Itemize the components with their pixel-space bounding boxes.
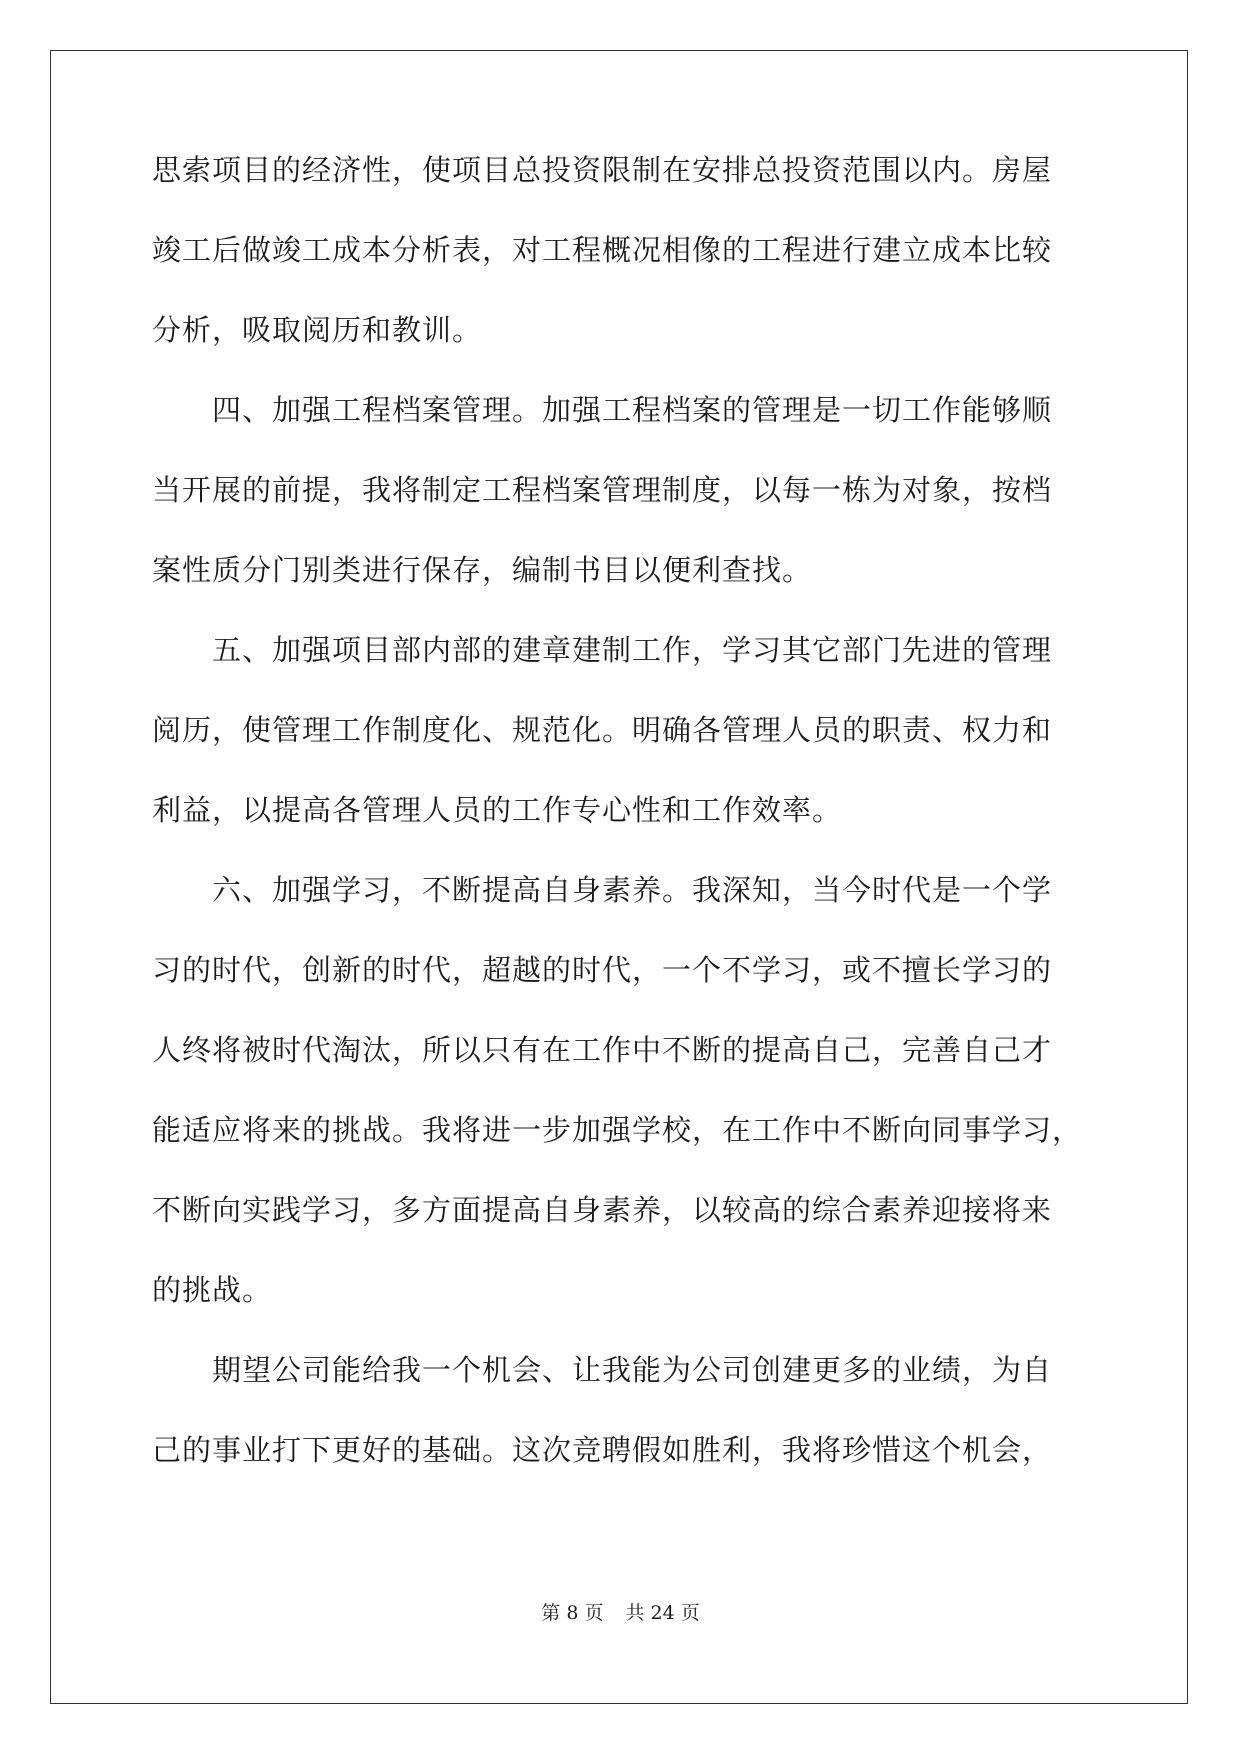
text-line: 人终将被时代淘汰，所以只有在工作中不断的提高自己，完善自己才 [152,1033,1053,1067]
text-line: 阅历，使管理工作制度化、规范化。明确各管理人员的职责、权力和 [152,713,1053,747]
text-line: 六、加强学习，不断提高自身素养。我深知，当今时代是一个学 [152,873,1053,907]
text-line: 案性质分门别类进行保存，编制书目以便利查找。 [152,553,813,587]
text-line: 习的时代，创新的时代，超越的时代，一个不学习，或不擅长学习的 [152,953,1053,987]
text-line: 竣工后做竣工成本分析表，对工程概况相像的工程进行建立成本比较 [152,233,1053,267]
text-line: 五、加强项目部内部的建章建制工作，学习其它部门先进的管理 [152,633,1053,667]
text-line: 期望公司能给我一个机会、让我能为公司创建更多的业绩，为自 [152,1353,1053,1387]
text-line: 的挑战。 [152,1273,273,1307]
text-line: 思索项目的经济性，使项目总投资限制在安排总投资范围以内。房屋 [152,153,1053,187]
text-line: 四、加强工程档案管理。加强工程档案的管理是一切工作能够顺 [152,393,1053,427]
page-footer [0,1601,1241,1625]
text-line: 能适应将来的挑战。我将进一步加强学校，在工作中不断向同事学习， [152,1113,1083,1147]
page-number-total: 共 24 页 [625,1602,700,1624]
text-line: 不断向实践学习，多方面提高自身素养，以较高的综合素养迎接将来 [152,1193,1053,1227]
text-line: 利益，以提高各管理人员的工作专心性和工作效率。 [152,793,843,827]
text-line: 分析，吸取阅历和教训。 [152,313,483,347]
page-number-current: 第 8 页 [541,1602,604,1624]
text-line: 当开展的前提，我将制定工程档案管理制度，以每一栋为对象，按档 [152,473,1053,507]
text-line: 己的事业打下更好的基础。这次竞聘假如胜利，我将珍惜这个机会， [152,1433,1053,1467]
